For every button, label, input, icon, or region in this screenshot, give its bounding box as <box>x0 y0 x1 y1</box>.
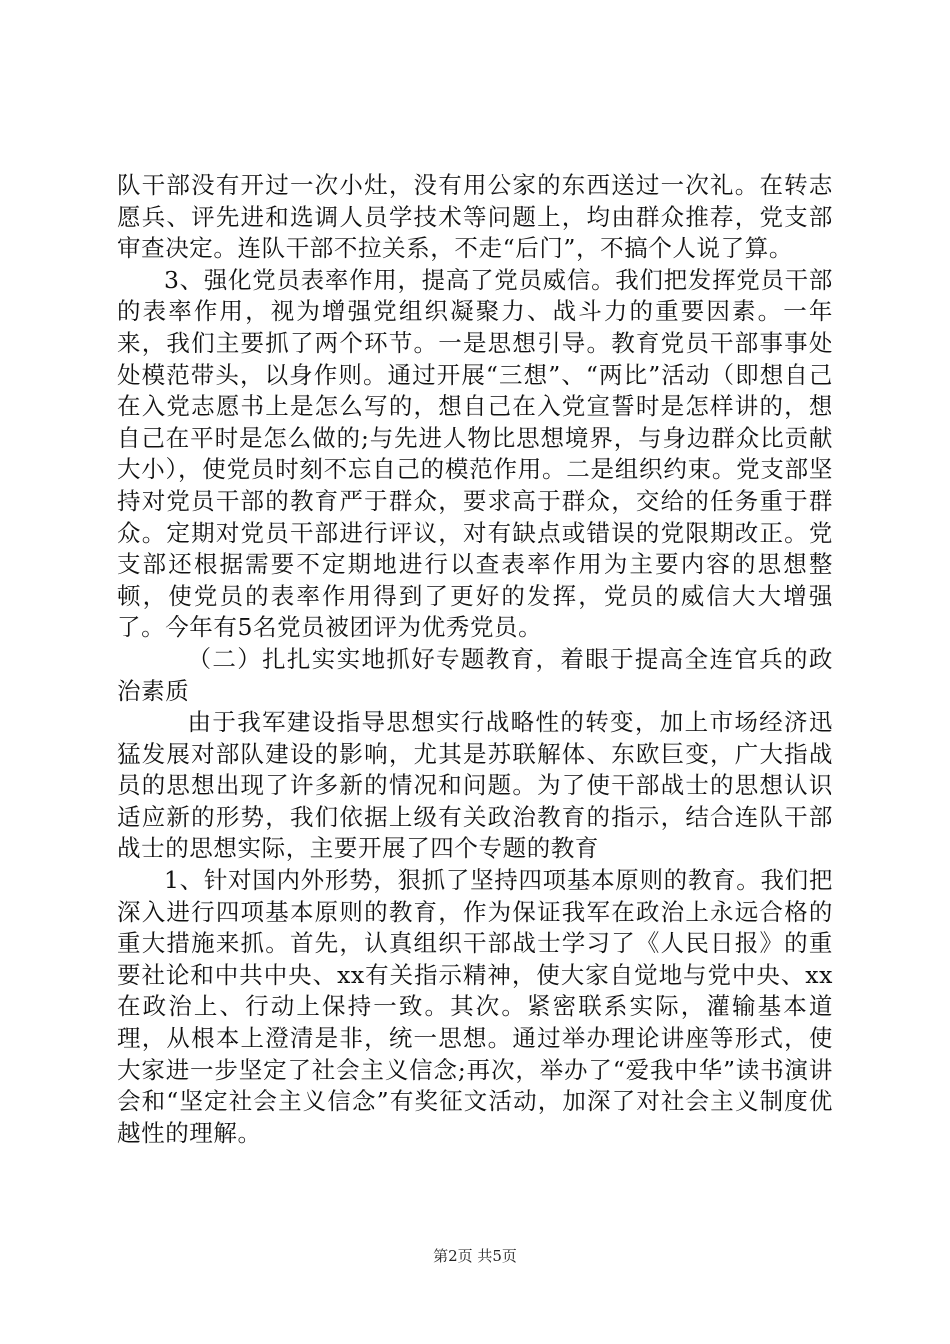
paragraph-2: 3、强化党员表率作用，提高了党员威信。我们把发挥党员干部的表率作用，视为增强党组织凝聚力、战斗力的重要因素。一年来，我们主要抓了两个环节。一是思想引导。教育党员干部事事处处模范带头，以身作则。通过开展“三想”、“两比”活动（即想自己在入党志愿书上是怎么写的，想自己在入党宣誓时是怎样讲的，想自己在平时是怎么做的;与先进人物比思想境界，与身边群众比贡献大小），使党员时刻不忘自己的模范作用。二是组织约束。党支部坚持对党员干部的教育严于群众，要求高于群众，交给的任务重于群众。定期对党员干部进行评议，对有缺点或错误的党限期改正。党支部还根据需要不定期地进行以查表率作用为主要内容的思想整顿，使党员的表率作用得到了更好的发挥，党员的威信大大增强了。今年有5名党员被团评为优秀党员。 <box>117 265 833 642</box>
paragraph-1: 队干部没有开过一次小灶，没有用公家的东西送过一次礼。在转志愿兵、评先进和选调人员学技术等问题上，均由群众推荐，党支部审查决定。连队干部不拉关系，不走“后门”，不搞个人说了算。 <box>117 171 833 263</box>
paragraph-3: 由于我军建设指导思想实行战略性的转变，加上市场经济迅猛发展对部队建设的影响，尤其是苏联解体、东欧巨变，广大指战员的思想出现了许多新的情况和问题。为了使干部战士的思想认识适应新的形势，我们依据上级有关政治教育的指示，结合连队干部战士的思想实际，主要开展了四个专题的教育 <box>117 708 833 863</box>
section-heading: （二）扎扎实实地抓好专题教育，着眼于提高全连官兵的政治素质 <box>117 644 833 705</box>
document-body <box>117 170 833 1149</box>
page-number: 第2页 共5页 <box>433 1247 517 1265</box>
paragraph-4: 1、针对国内外形势，狠抓了坚持四项基本原则的教育。我们把深入进行四项基本原则的教育，作为保证我军在政治上永远合格的重大措施来抓。首先，认真组织干部战士学习了《人民日报》的重要社论和中共中央、xx有关指示精神，使大家自觉地与党中央、xx在政治上、行动上保持一致。其次。紧密联系实际，灌输基本道理，从根本上澄清是非，统一思想。通过举办理论讲座等形式，使大家进一步坚定了社会主义信念;再次，举办了“爱我中华”读书演讲会和“坚定社会主义信念”有奖征文活动，加深了对社会主义制度优越性的理解。 <box>117 866 833 1147</box>
